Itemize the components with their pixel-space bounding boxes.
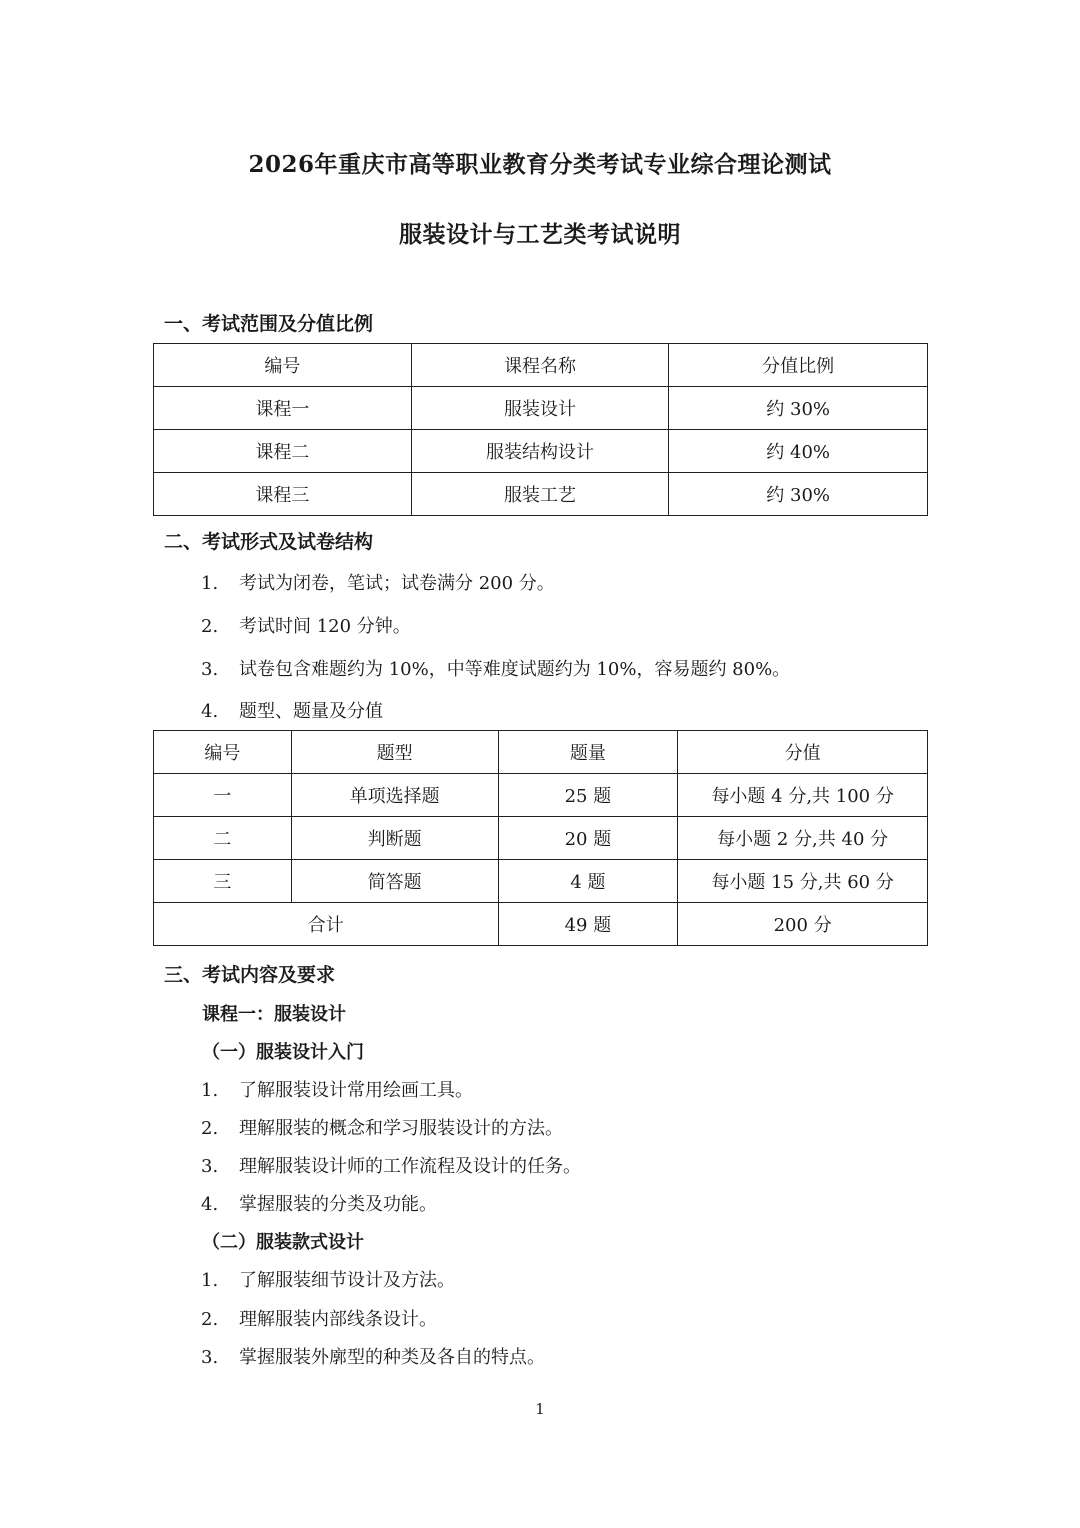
list-item: 1. 了解服装设计常用绘画工具。 <box>201 1080 473 1101</box>
table-cell: 服装结构设计 <box>411 430 669 473</box>
table-header-cell: 编号 <box>154 731 292 774</box>
section-heading-content: 三、考试内容及要求 <box>164 964 336 986</box>
section-heading-scope: 一、考试范围及分值比例 <box>164 313 374 335</box>
table-cell: 约 30% <box>669 387 928 430</box>
table-row <box>154 860 928 903</box>
table-cell: 三 <box>154 860 292 903</box>
table-cell: 约 40% <box>669 430 928 473</box>
table-cell: 二 <box>154 817 292 860</box>
list-item: 1. 考试为闭卷，笔试；试卷满分 200 分。 <box>201 573 555 594</box>
course-heading: 课程一：服装设计 <box>202 1004 346 1025</box>
table-header-cell: 分值比例 <box>669 344 928 387</box>
list-item: 3. 试卷包含难题约为 10%，中等难度试题约为 10%，容易题约 80%。 <box>201 659 791 680</box>
table-header-row <box>154 344 928 387</box>
table-header-cell: 编号 <box>154 344 412 387</box>
table-cell-total-count: 49 题 <box>498 903 678 946</box>
table-cell: 约 30% <box>669 473 928 516</box>
table-cell: 每小题 15 分,共 60 分 <box>678 860 928 903</box>
page-number: 1 <box>535 1400 545 1418</box>
list-item: 4. 掌握服装的分类及功能。 <box>201 1194 437 1215</box>
subsection-heading: （一）服装设计入门 <box>202 1042 364 1063</box>
table-cell: 一 <box>154 774 292 817</box>
table-cell: 服装工艺 <box>411 473 669 516</box>
table-cell: 课程二 <box>154 430 412 473</box>
table-cell: 每小题 2 分,共 40 分 <box>678 817 928 860</box>
section-heading-format: 二、考试形式及试卷结构 <box>164 531 374 553</box>
document-title-line1: 2026年重庆市高等职业教育分类考试专业综合理论测试 <box>248 151 832 178</box>
table-cell: 20 题 <box>498 817 678 860</box>
table-header-cell: 分值 <box>678 731 928 774</box>
table-header-cell: 题型 <box>291 731 498 774</box>
list-item: 4. 题型、题量及分值 <box>201 701 383 722</box>
table-cell: 服装设计 <box>411 387 669 430</box>
table-header-cell: 题量 <box>498 731 678 774</box>
course-weight-table <box>153 343 928 516</box>
table-row <box>154 430 928 473</box>
table-cell: 每小题 4 分,共 100 分 <box>678 774 928 817</box>
list-item: 2. 理解服装的概念和学习服装设计的方法。 <box>201 1118 563 1139</box>
table-row <box>154 774 928 817</box>
table-total-row <box>154 903 928 946</box>
list-item: 3. 掌握服装外廓型的种类及各自的特点。 <box>201 1347 545 1368</box>
table-header-row <box>154 731 928 774</box>
list-item: 2. 考试时间 120 分钟。 <box>201 616 411 637</box>
question-type-table <box>153 730 928 946</box>
table-cell: 判断题 <box>291 817 498 860</box>
subsection-heading: （二）服装款式设计 <box>202 1232 364 1253</box>
table-cell: 课程一 <box>154 387 412 430</box>
list-item: 3. 理解服装设计师的工作流程及设计的任务。 <box>201 1156 581 1177</box>
table-header-cell: 课程名称 <box>411 344 669 387</box>
table-row <box>154 473 928 516</box>
table-cell-total-score: 200 分 <box>678 903 928 946</box>
document-title-line2: 服装设计与工艺类考试说明 <box>399 221 681 248</box>
table-row <box>154 817 928 860</box>
table-cell-total-label: 合计 <box>154 903 499 946</box>
table-cell: 单项选择题 <box>291 774 498 817</box>
table-row <box>154 387 928 430</box>
table-cell: 25 题 <box>498 774 678 817</box>
list-item: 2. 理解服装内部线条设计。 <box>201 1309 437 1330</box>
list-item: 1. 了解服装细节设计及方法。 <box>201 1270 455 1291</box>
table-cell: 4 题 <box>498 860 678 903</box>
table-cell: 课程三 <box>154 473 412 516</box>
table-cell: 简答题 <box>291 860 498 903</box>
